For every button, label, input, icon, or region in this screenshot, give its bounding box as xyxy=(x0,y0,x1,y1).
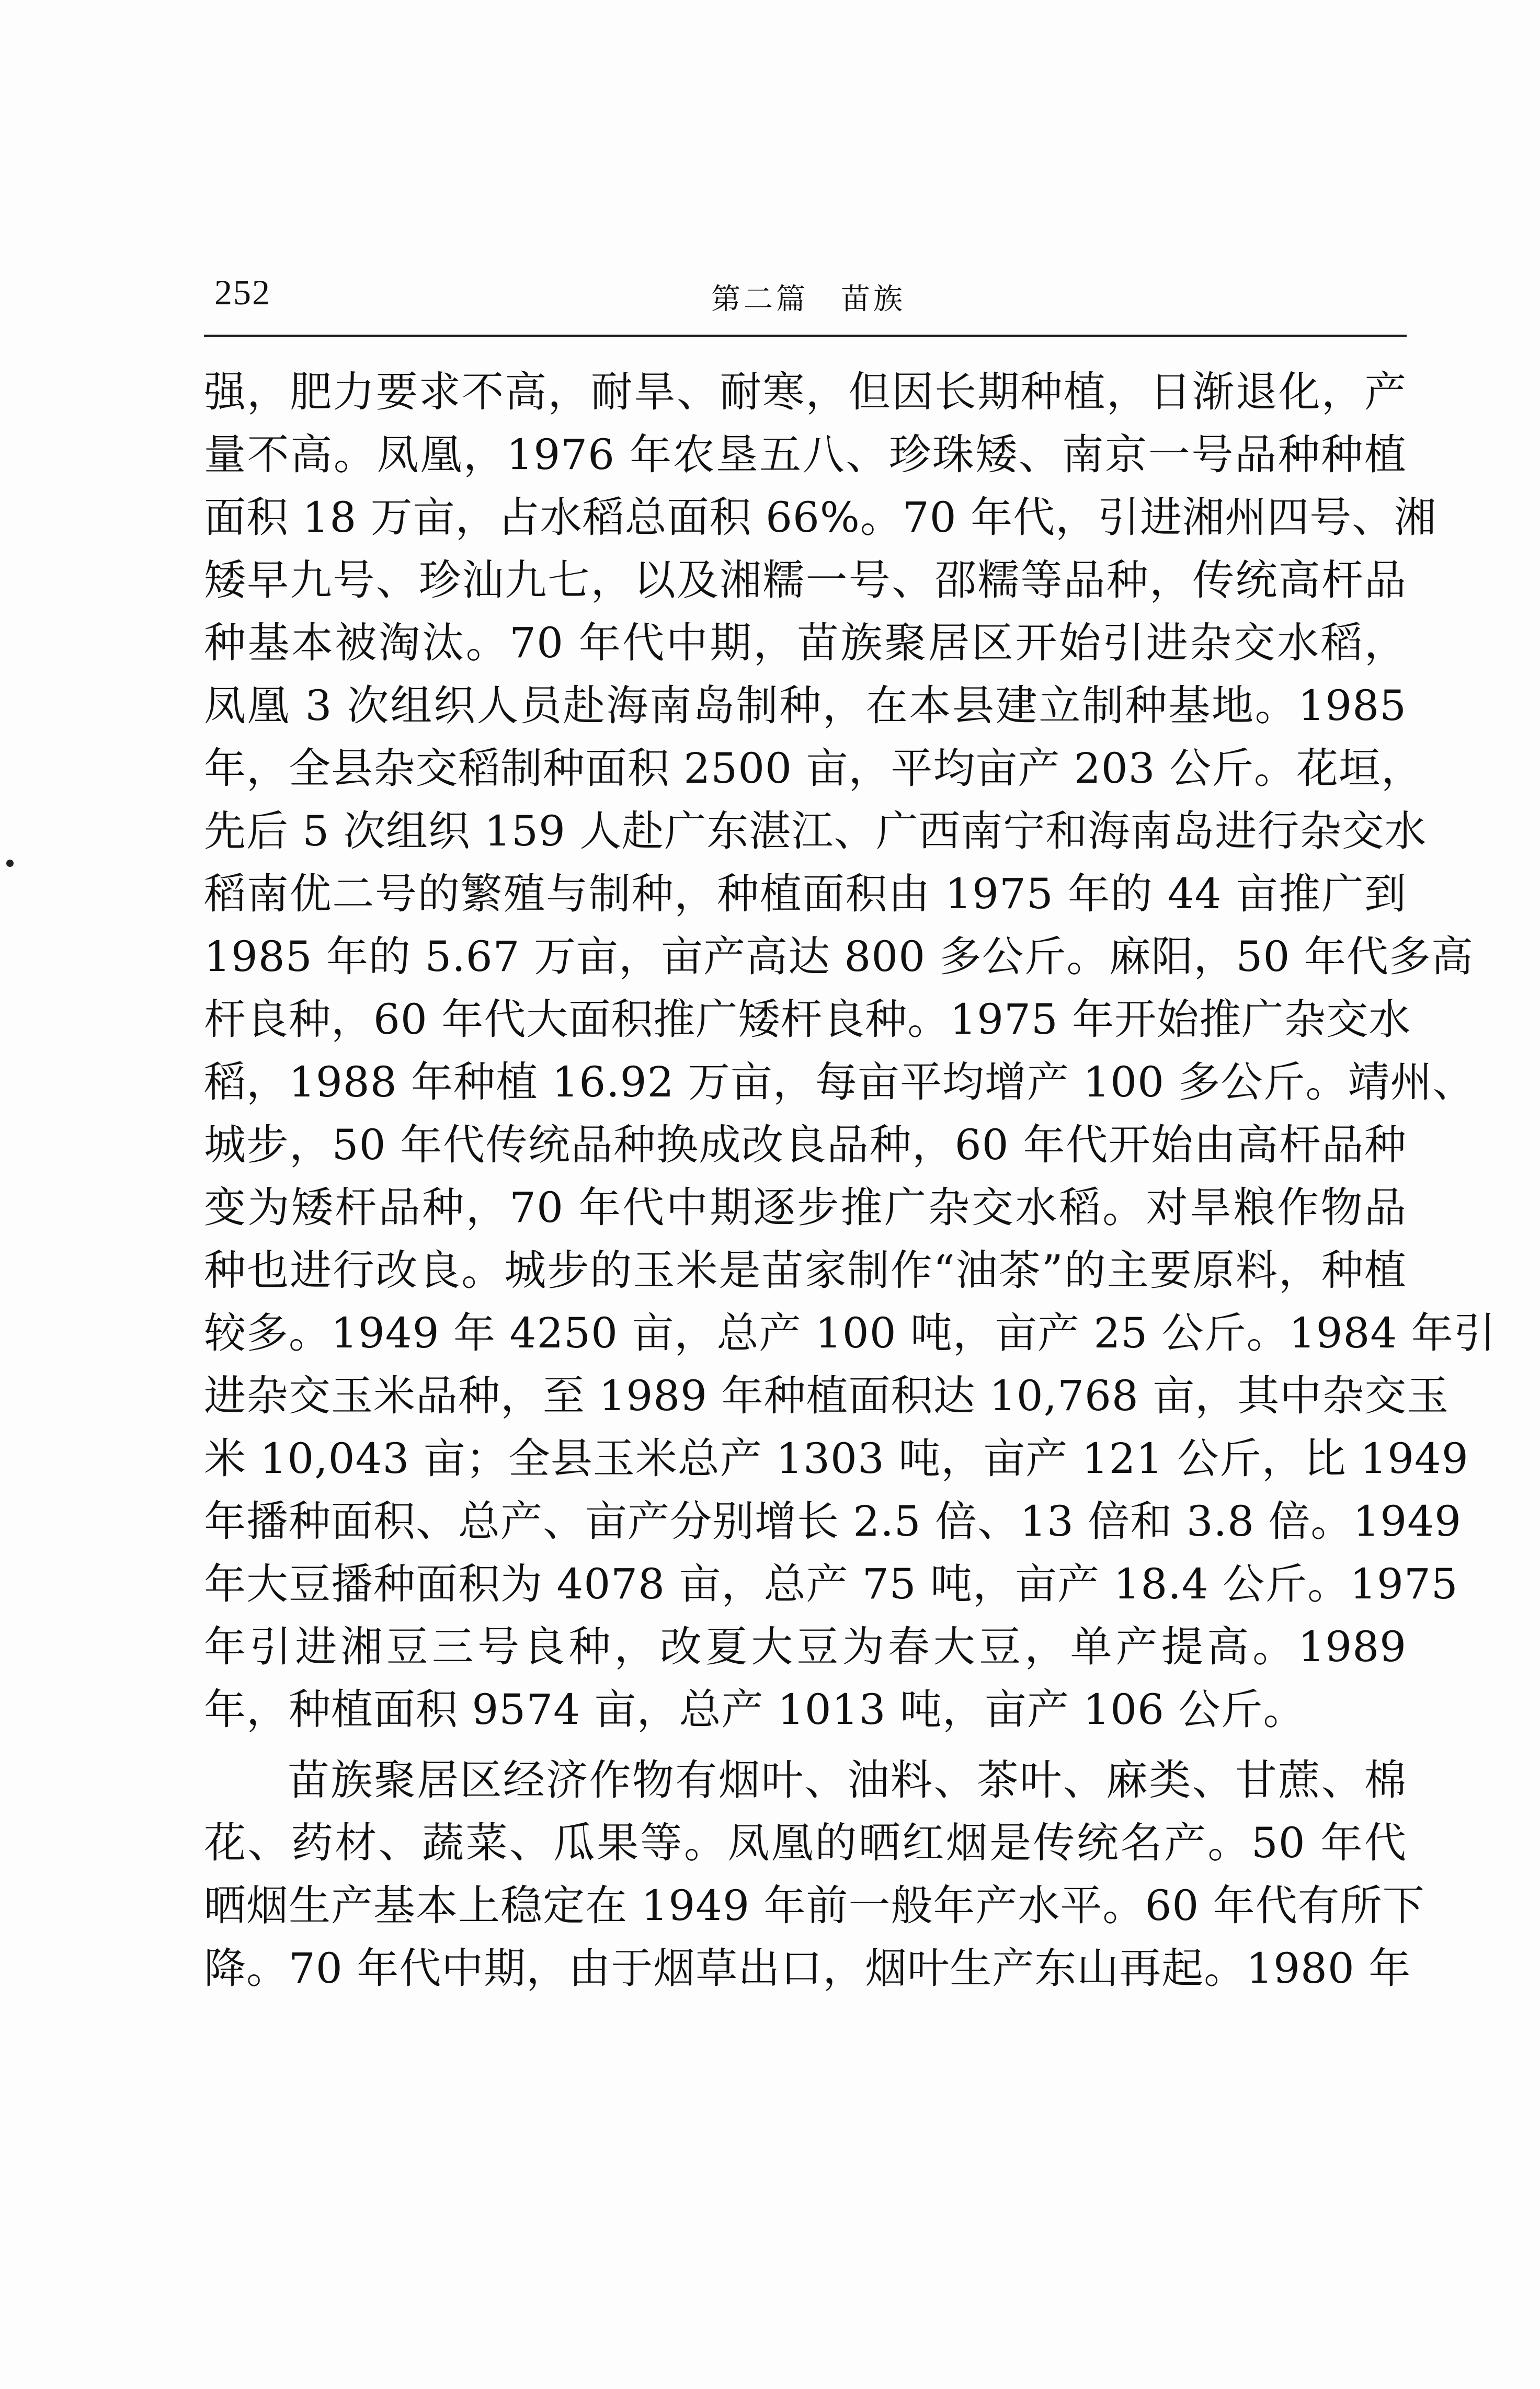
text-line: 矮早九号、珍汕九七，以及湘糯一号、邵糯等品种，传统高杆品 xyxy=(204,556,1407,604)
text-line: 种基本被淘汰。70 年代中期，苗族聚居区开始引进杂交水稻， xyxy=(204,619,1407,667)
text-line: 面积 18 万亩，占水稻总面积 66%。70 年代，引进湘州四号、湘 xyxy=(204,493,1437,542)
text-line: 种也进行改良。城步的玉米是苗家制作“油茶”的主要原料，种植 xyxy=(204,1246,1407,1295)
page-number: 252 xyxy=(214,272,271,312)
paragraph-1 xyxy=(204,361,1496,1741)
text-line: 进杂交玉米品种，至 1989 年种植面积达 10,768 亩，其中杂交玉 xyxy=(204,1371,1450,1420)
text-line: 年，种植面积 9574 亩，总产 1013 吨，亩产 106 公斤。 xyxy=(204,1685,1306,1734)
text-line: 年大豆播种面积为 4078 亩，总产 75 吨，亩产 18.4 公斤。1975 xyxy=(204,1560,1458,1608)
text-line: 稻，1988 年种植 16.92 万亩，每亩平均增产 100 多公斤。靖州、 xyxy=(204,1058,1475,1106)
text-line: 较多。1949 年 4250 亩，总产 100 吨，亩产 25 公斤。1984 年引 xyxy=(204,1309,1496,1357)
text-line: 年引进湘豆三号良种，改夏大豆为春大豆，单产提高。1989 xyxy=(204,1622,1407,1671)
text-line: 晒烟生产基本上稳定在 1949 年前一般年产水平。60 年代有所下 xyxy=(204,1881,1425,1930)
text-line: 量不高。凤凰，1976 年农垦五八、珍珠矮、南京一号品种种植 xyxy=(204,430,1407,479)
text-line: 城步，50 年代传统品种换成改良品种，60 年代开始由高杆品种 xyxy=(204,1121,1407,1169)
text-line: 降。70 年代中期，由于烟草出口，烟叶生产东山再起。1980 年 xyxy=(204,1944,1411,1993)
text-line: 凤凰 3 次组织人员赴海南岛制种，在本县建立制种基地。1985 xyxy=(204,681,1407,730)
paragraph-2 xyxy=(204,1749,1425,2000)
running-title: 第二篇 苗族 xyxy=(711,282,906,316)
paragraph-spacer xyxy=(204,1741,1407,1749)
text-line: 变为矮杆品种，70 年代中期逐步推广杂交水稻。对旱粮作物品 xyxy=(204,1183,1407,1232)
text-line: 苗族聚居区经济作物有烟叶、油料、茶叶、麻类、甘蔗、棉 xyxy=(288,1756,1407,1804)
header-rule xyxy=(204,335,1407,337)
text-line: 稻南优二号的繁殖与制种，种植面积由 1975 年的 44 亩推广到 xyxy=(204,870,1407,918)
text-line: 年播种面积、总产、亩产分别增长 2.5 倍、13 倍和 3.8 倍。1949 xyxy=(204,1497,1462,1546)
text-line: 花、药材、蔬菜、瓜果等。凤凰的晒红烟是传统名产。50 年代 xyxy=(204,1819,1407,1867)
text-line: 年，全县杂交稻制种面积 2500 亩，平均亩产 203 公斤。花垣， xyxy=(204,744,1424,793)
text-line: 杆良种，60 年代大面积推广矮杆良种。1975 年开始推广杂交水 xyxy=(204,995,1411,1044)
page-header xyxy=(204,261,1407,319)
text-line: 米 10,043 亩；全县玉米总产 1303 吨，亩产 121 公斤，比 1949 xyxy=(204,1434,1469,1483)
body-text xyxy=(204,361,1496,2000)
margin-mark xyxy=(6,860,14,867)
text-line: 强，肥力要求不高，耐旱、耐寒，但因长期种植，日渐退化，产 xyxy=(204,368,1407,416)
text-line: 先后 5 次组织 159 人赴广东湛江、广西南宁和海南岛进行杂交水 xyxy=(204,807,1427,855)
text-line: 1985 年的 5.67 万亩，亩产高达 800 多公斤。麻阳，50 年代多高 xyxy=(204,932,1474,981)
